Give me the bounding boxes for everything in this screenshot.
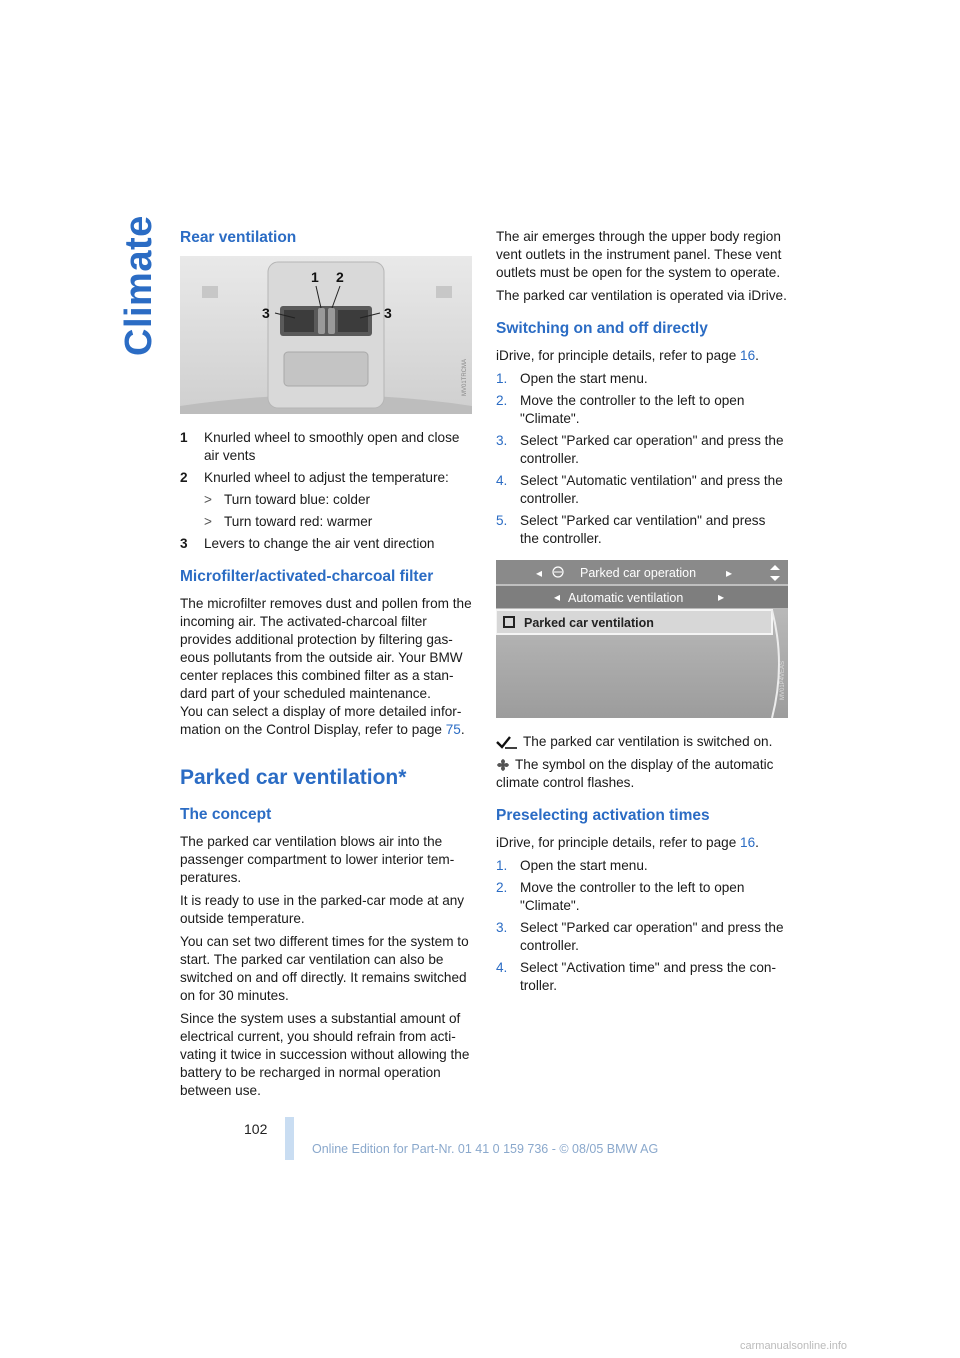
step-item: 3. Select "Parked car operation" and press the controller. <box>496 433 784 466</box>
preselecting-steps <box>496 857 788 995</box>
page-ref-link[interactable]: 75 <box>445 722 461 737</box>
page-number: 102 <box>244 1121 268 1137</box>
step-item: 4. Select "Automatic ventilation" and press the controller. <box>496 473 783 506</box>
microfilter-heading: Microfilter/activated-charcoal filter <box>180 568 434 585</box>
parked-ventilation-heading: Parked car ventilation* <box>180 766 407 789</box>
watermark: carmanualsonline.info <box>740 1340 848 1352</box>
footer-bar <box>285 1117 294 1160</box>
idrive-screen-figure <box>496 560 788 723</box>
figure-code: MV01P4VEAS <box>780 660 786 700</box>
step-item: 1. Open the start menu. <box>496 858 648 873</box>
switched-on-note: The parked car ventilation is switched on. <box>496 733 788 751</box>
step-item: 2. Move the controller to the left to open "Climate". <box>496 393 745 426</box>
figure-code: MV01TRCMA <box>462 358 468 396</box>
screen-arrow-right-icon: ▸ <box>726 566 733 580</box>
page-ref-link[interactable]: 16 <box>740 348 756 363</box>
concept-heading: The concept <box>180 806 272 823</box>
callout-3-right: 3 <box>384 305 392 321</box>
callout-3-left: 3 <box>262 305 270 321</box>
screen-row-automatic-ventilation[interactable]: Automatic ventilation <box>568 591 684 605</box>
step-item: 4. Select "Activation time" and press the con-troller. <box>496 960 776 993</box>
idrive-screen <box>496 560 788 718</box>
legend-item: 3 Levers to change the air vent direction <box>180 536 435 551</box>
right-column <box>496 228 788 999</box>
intro-paragraph: The air emerges through the upper body region vent outlets in the instrument panel. These vent outlets must be open for the system to operate. <box>496 229 782 280</box>
step-item: 3. Select "Parked car operation" and press the controller. <box>496 920 784 953</box>
legend-subitem: > Turn toward blue: colder <box>204 492 371 507</box>
chapter-title: Climate <box>118 215 160 356</box>
step-item: 5. Select "Parked car ventilation" and press the controller. <box>496 513 766 546</box>
screen-arrow-right-icon: ▸ <box>718 590 725 604</box>
screen-row-parked-car-operation[interactable]: Parked car operation <box>580 566 697 580</box>
left-column <box>180 228 472 1105</box>
screen-arrow-left-icon: ◂ <box>554 590 561 604</box>
preselecting-heading: Preselecting activation times <box>496 807 710 824</box>
switching-steps <box>496 370 788 548</box>
screen-row-parked-car-ventilation[interactable]: Parked car ventilation <box>524 616 654 630</box>
idrive-reference: iDrive, for principle details, refer to page 16. <box>496 835 759 850</box>
concept-paragraph: Since the system uses a substantial amount of electrical current, you should refrain from acti-vating it twice in succession without allowing the battery to be recharged in normal operation between use. <box>180 1011 470 1098</box>
step-item: 1. Open the start menu. <box>496 371 648 386</box>
concept-paragraph: It is ready to use in the parked-car mode at any outside temperature. <box>180 893 465 926</box>
edition-footer: Online Edition for Part-Nr. 01 41 0 159 736 - © 08/05 BMW AG <box>312 1142 659 1156</box>
intro-paragraph: The parked car ventilation is operated via iDrive. <box>496 288 787 303</box>
legend-subitem: > Turn toward red: warmer <box>204 514 373 529</box>
microfilter-display-note: You can select a display of more detailed infor-mation on the Control Display, refer to page 75. <box>180 704 465 737</box>
rear-ventilation-heading: Rear ventilation <box>180 229 297 246</box>
rear-vent-illustration <box>180 256 472 414</box>
legend-item: 2 Knurled wheel to adjust the temperature: <box>180 470 449 485</box>
callout-2: 2 <box>336 269 344 285</box>
step-item: 2. Move the controller to the left to open "Climate". <box>496 880 745 913</box>
idrive-reference: iDrive, for principle details, refer to page 16. <box>496 348 759 363</box>
concept-paragraph: You can set two different times for the system to start. The parked car ventilation can also be switched on and off directly. It remains switched on for 30 minutes. <box>180 934 469 1003</box>
concept-paragraph: The parked car ventilation blows air into the passenger compartment to lower interior tem-peratures. <box>180 834 455 885</box>
callout-1: 1 <box>311 269 319 285</box>
rear-vent-figure <box>180 256 472 419</box>
switching-heading: Switching on and off directly <box>496 320 708 337</box>
screen-arrow-left-icon: ◂ <box>536 566 543 580</box>
rear-ventilation-legend <box>180 429 472 553</box>
symbol-flash-note: The symbol on the display of the automatic climate control flashes. <box>496 757 774 790</box>
page-ref-link[interactable]: 16 <box>740 835 756 850</box>
legend-item: 1 Knurled wheel to smoothly open and close air vents <box>180 430 460 463</box>
checkmark-icon <box>496 735 518 749</box>
ventilation-fan-icon <box>496 758 510 772</box>
microfilter-body: The microfilter removes dust and pollen from the incoming air. The activated-charcoal filter provides additional protection by filtering gas-eous pollutants from the outside air. Your BMW center replaces this combined filter as a stan-dard part of your scheduled maintenance. <box>180 596 472 701</box>
